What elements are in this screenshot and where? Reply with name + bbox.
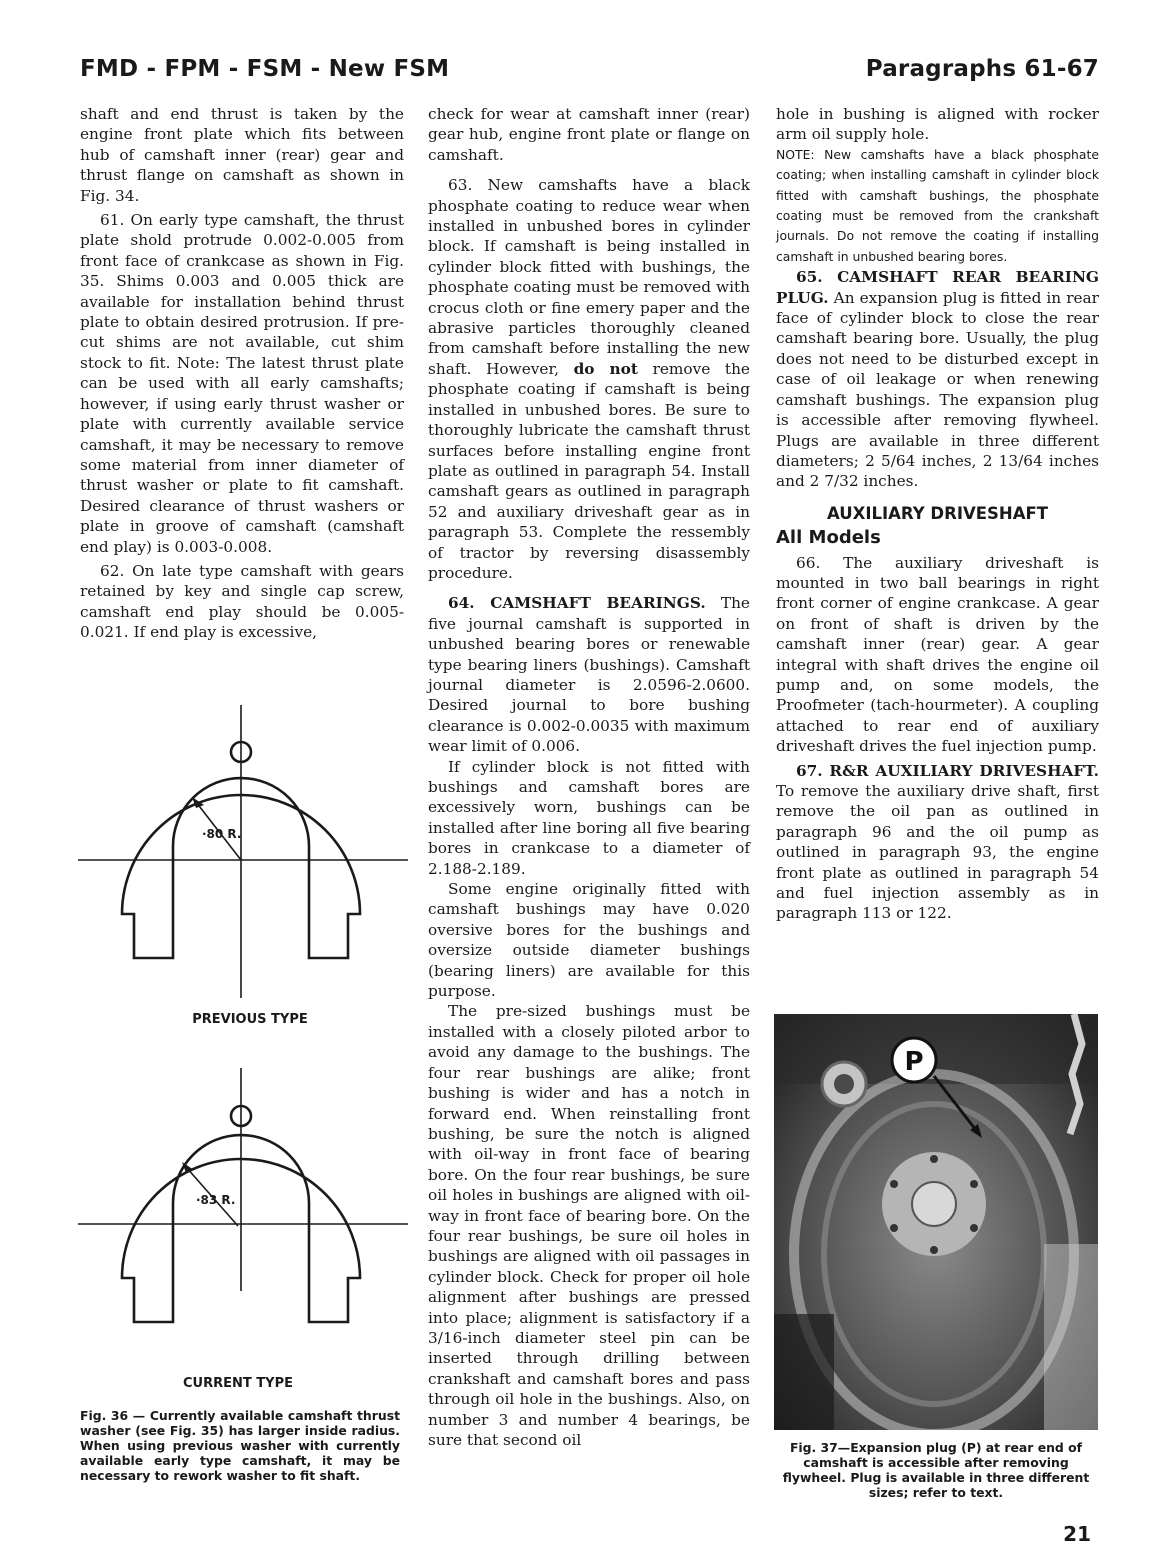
label-current-type: CURRENT TYPE bbox=[183, 1376, 293, 1391]
thrust-washer-current-diagram bbox=[78, 1066, 408, 1366]
note: NOTE: New camshafts have a black phosphate coating; when installing camshaft in cylinder block fitted with camshaft bushings, the phosphate coating must be removed from the crankshaft journals. Do not remove the coating if installing camshaft in unbushed bearing bores. bbox=[776, 146, 1099, 264]
thrust-washer-previous-diagram bbox=[78, 700, 408, 1000]
paragraph-63: 63. New camshafts have a black phosphate coating to reduce wear when installed in unbushed bores in cylinder block. If camshaft is being installed in cylinder block fitted with bushings, the phosphate coating must be removed with crocus cloth or fine emery paper and the abrasive particles thoroughly cleaned from camshaft before installing the new shaft. However, do not remove the phosphate coating if camshaft is being installed in unbushed bores. Be sure to thoroughly lubricate the camshaft thrust surfaces before installing engine front plate as outlined in paragraph 54. Install camshaft gears as outlined in paragraph 52 and auxiliary driveshaft gear as in paragraph 53. Complete the ressembly of tractor by reversing disassembly procedure. bbox=[428, 176, 750, 582]
subsection-heading: All Models bbox=[776, 527, 881, 549]
header-left-title: FMD - FPM - FSM - New FSM bbox=[80, 56, 450, 82]
expansion-plug-marker: P bbox=[904, 1047, 924, 1077]
paragraph: Some engine originally fitted with camshaft bushings may have 0.020 oversive bores for the bushings and oversize outside diameter bushings (bearing liners) are available for this purpose. bbox=[428, 880, 750, 1001]
paragraph-66: 66. The auxiliary driveshaft is mounted in two ball bearings in right front corner of engine crankcase. A gear on front of shaft is driven by the camshaft inner (rear) gear. A gear integral with shaft drives the engine oil pump and, on some models, the Proofmeter (tach-hourmeter). A coupling attached to rear end of auxiliary driveshaft drives the fuel injection pump. bbox=[776, 553, 1099, 756]
column-3 bbox=[776, 104, 1099, 924]
column-2 bbox=[428, 104, 750, 1450]
paragraph: hole in bushing is aligned with rocker arm oil supply hole. bbox=[776, 105, 1099, 144]
page-number: 21 bbox=[1063, 1522, 1091, 1546]
radius-label-current: ·83 R. bbox=[196, 1193, 236, 1207]
figure-37-caption: Fig. 37—Expansion plug (P) at rear end of camshaft is accessible after removing flywheel. Plug is available in three different sizes; refer to text. bbox=[782, 1440, 1090, 1500]
paragraph-64: 64. CAMSHAFT BEARINGS. The five journal camshaft is supported in unbushed bearing bores or renewable type bearing liners (bushings). Camshaft journal diameter is 2.0596-2.0600. Desired journal to bore bushing clearance is 0.002-0.0035 with maximum wear limit of 0.006. bbox=[428, 594, 750, 756]
figure-36-caption: Fig. 36 — Currently available camshaft thrust washer (see Fig. 35) has larger inside radius. When using previous washer with currently available early type camshaft, it may be necessary to rework washer to fit shaft. bbox=[80, 1408, 400, 1483]
section-heading: AUXILIARY DRIVESHAFT bbox=[826, 503, 1048, 523]
column-1 bbox=[80, 104, 404, 643]
radius-label-previous: ·80 R. bbox=[202, 827, 242, 841]
paragraph-61: 61. On early type camshaft, the thrust plate shold protrude 0.002-0.005 from front face of crankcase as shown in Fig. 35. Shims 0.003 and 0.005 thick are available for installation behind thrust plate to obtain desired protrusion. If pre-cut shims are not available, cut shim stock to fit. Note: The latest thrust plate can be used with all early camshafts; however, if using early thrust washer or plate with currently available service camshaft, it may be necessary to remove some material from inner diameter of thrust washer or plate to fit camshaft. Desired clearance of thrust washers or plate in groove of camshaft (camshaft end play) is 0.003-0.008. bbox=[80, 211, 404, 556]
header-right-paragraphs: Paragraphs 61-67 bbox=[865, 56, 1099, 82]
paragraph-62: 62. On late type camshaft with gears retained by key and single cap screw, camshaft end play should be 0.005-0.021. If end play is excessive, bbox=[80, 561, 404, 642]
label-previous-type: PREVIOUS TYPE bbox=[192, 1012, 308, 1027]
paragraph-67: 67. R&R AUXILIARY DRIVESHAFT. To remove the auxiliary drive shaft, first remove the oil pan as outlined in paragraph 96 and the oil pump as outlined in paragraph 93, the engine front plate as outlined in paragraph 54 and fuel injection assembly as in paragraph 113 or 122. bbox=[776, 761, 1099, 923]
paragraph: If cylinder block is not fitted with bushings and camshaft bores are excessively worn, bushings can be installed after line boring all five bearing bores in crankcase to a diameter of 2.188-2.189. bbox=[428, 757, 750, 878]
paragraph: check for wear at camshaft inner (rear) gear hub, engine front plate or flange on camshaft. bbox=[428, 105, 750, 164]
paragraph: The pre-sized bushings must be installed with a closely piloted arbor to avoid any damage to the bushings. The four rear bushings are alike; front bushing is wider and has a notch in forward end. When reinstalling front bushing, be sure the notch is aligned with oil-way in front face of bearing bore. On the four rear bushings, be sure oil holes in bushings are aligned with oil-way in front face of bearing bore. On the four rear bushings, be sure oil holes in bushings are aligned with oil passages in cylinder block. Check for proper oil hole alignment after bushings are pressed into place; alignment is satisfactory if a 3/16-inch diameter steel pin can be inserted through drilling between crankshaft and camshaft bores and pass through oil hole in the bushings. Also, on number 3 and number 4 bearings, be sure that second oil bbox=[428, 1002, 750, 1449]
paragraph-65: 65. CAMSHAFT REAR BEARING PLUG. An expansion plug is fitted in rear face of cylinder block to close the rear camshaft bearing bore. Usually, the plug does not need to be disturbed except in case of oil leakage or when renewing camshaft bushings. The expansion plug is accessible after removing flywheel. Plugs are available in three different diameters; 2 5/64 inches, 2 13/64 inches and 2 7/32 inches. bbox=[776, 268, 1099, 491]
paragraph: shaft and end thrust is taken by the engine front plate which fits between hub of camshaft inner (rear) gear and thrust flange on camshaft as shown in Fig. 34. bbox=[80, 105, 404, 205]
engine-rear-photo bbox=[774, 1014, 1098, 1430]
